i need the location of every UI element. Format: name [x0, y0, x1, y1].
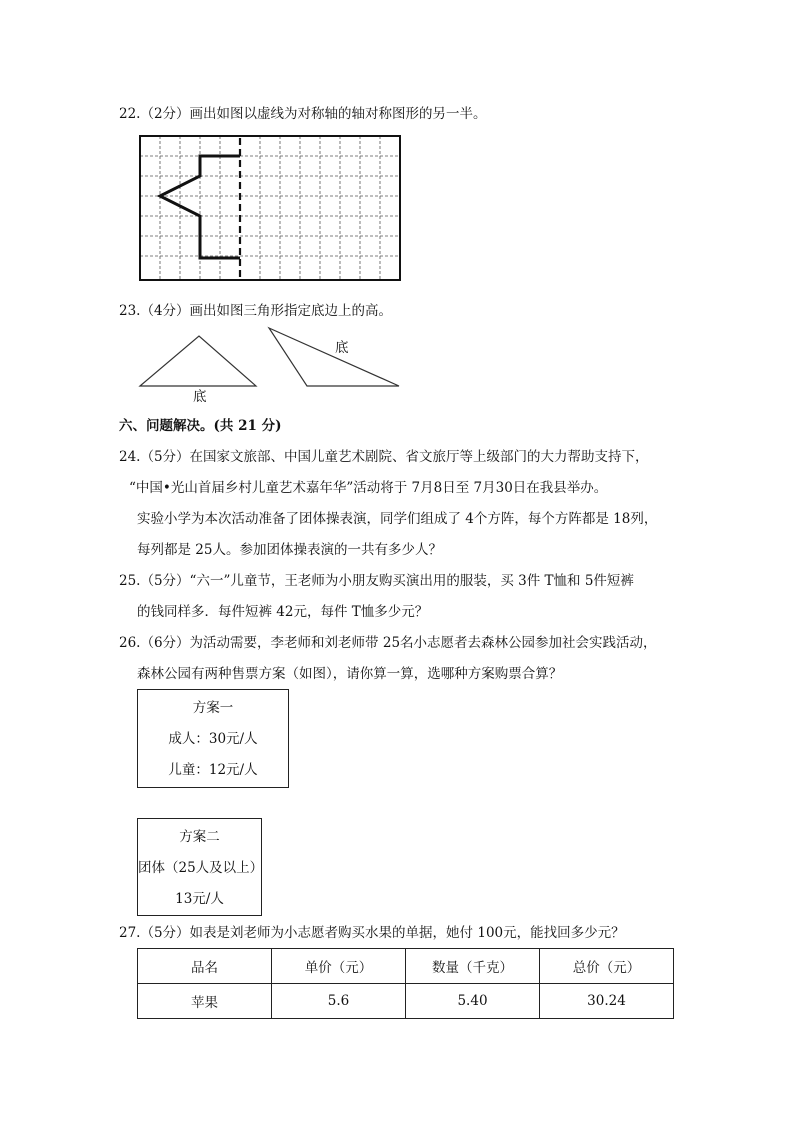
- header-total-price: 总价（元）: [540, 949, 674, 984]
- plan-2-box: [137, 818, 262, 916]
- q24-line1: 24.（5分）在国家文旅部、中国儿童艺术剧院、省文旅厅等上级部门的大力帮助支持下，: [119, 449, 649, 465]
- plan-1-adult-price: 成人：30元/人: [168, 731, 258, 747]
- triangle-left: [138, 333, 260, 389]
- header-quantity: 数量（千克）: [406, 949, 540, 984]
- q22-text: 22.（2分）画出如图以虚线为对称轴的轴对称图形的另一半。: [119, 106, 487, 122]
- fruit-receipt-table: [137, 948, 674, 1019]
- q24-line3: 实验小学为本次活动准备了团体操表演，同学们组成了 4个方阵，每个方阵都是 18列，: [137, 511, 658, 527]
- table-header-row: [138, 949, 674, 984]
- grid-border: [140, 136, 400, 280]
- triangle-right-base-label: 底: [335, 340, 349, 356]
- triangle-right: [267, 326, 403, 390]
- q25-line1: 25.（5分）“六一”儿童节，王老师为小朋友购买演出用的服装，买 3件 T恤和 5件短裤: [119, 573, 634, 589]
- q24-line2: “中国•光山首届乡村儿童艺术嘉年华”活动将于 7月8日至 7月30日在我县举办。: [129, 480, 608, 496]
- plan-1-title: 方案一: [192, 700, 234, 716]
- plan-2-group: 团体（25人及以上）: [138, 860, 264, 876]
- plan-1-box: [137, 689, 289, 788]
- q22-grid-figure: [138, 134, 403, 284]
- header-unit-price: 单价（元）: [272, 949, 406, 984]
- cell-total-price: 30.24: [540, 984, 674, 1019]
- q27-text: 27.（5分）如表是刘老师为小志愿者购买水果的单据，她付 100元，能找回多少元？: [119, 925, 625, 941]
- q25-line2: 的钱同样多．每件短裤 42元，每件 T恤多少元？: [137, 604, 429, 620]
- q24-line4: 每列都是 25人。参加团体操表演的一共有多少人？: [137, 542, 442, 558]
- cell-quantity: 5.40: [406, 984, 540, 1019]
- triangle-left-base-label: 底: [193, 389, 207, 405]
- cell-unit-price: 5.6: [272, 984, 406, 1019]
- plan-1-child-price: 儿童：12元/人: [168, 762, 258, 778]
- table-row: [138, 984, 674, 1019]
- section-6-title: 六、问题解决。(共 21 分): [119, 418, 282, 434]
- q26-line1: 26.（6分）为活动需要，李老师和刘老师带 25名小志愿者去森林公园参加社会实践活动，: [119, 635, 657, 651]
- grid-dashed-lines: [140, 136, 400, 280]
- cell-item-name: 苹果: [138, 984, 272, 1019]
- plan-2-title: 方案二: [179, 829, 220, 845]
- q26-line2: 森林公园有两种售票方案（如图），请你算一算，选哪种方案购票合算？: [137, 666, 563, 682]
- q23-text: 23.（4分）画出如图三角形指定底边上的高。: [119, 303, 393, 319]
- plan-2-price: 13元/人: [175, 891, 224, 907]
- header-item-name: 品名: [138, 949, 272, 984]
